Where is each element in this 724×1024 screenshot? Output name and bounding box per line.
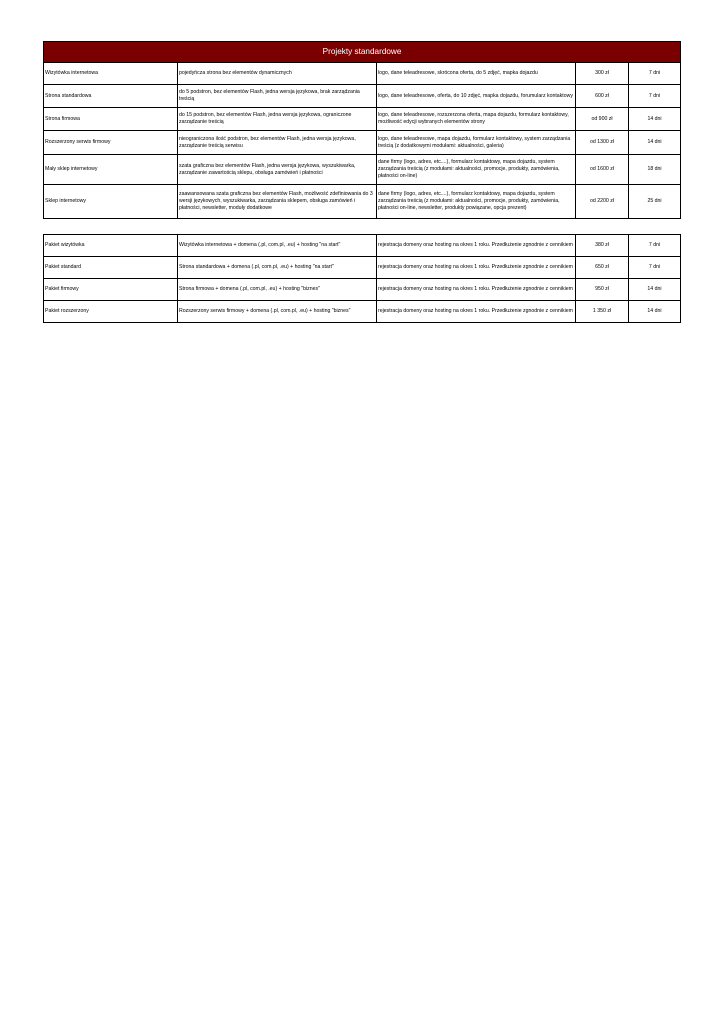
project-scope: zaawansowana szata graficzna bez elementów Flash, możliwość zdefiniowania do 3 wersji językowych, wyszukiwarka, zarządzania sklepem, obsługa zamówień i płatności, newsletter, moduły dodatkowe [178, 185, 377, 219]
project-name: Mały sklep internetowy [44, 155, 178, 185]
table-spacer [43, 219, 680, 234]
package-content: rejestracja domeny oraz hosting na okres 1 roku. Przedłużenie zgnodnie z cennikiem [377, 279, 576, 301]
package-price: 950 zł [576, 279, 629, 301]
table-row [44, 185, 681, 219]
project-price: od 1600 zł [576, 155, 629, 185]
package-price: 1 350 zł [576, 301, 629, 323]
price-list-sheet [43, 41, 680, 323]
table-row [44, 155, 681, 185]
package-scope: Strona standardowa + domena (.pl, com.pl, .eu) + hosting "na start" [178, 257, 377, 279]
project-content: logo, dane teleadresowe, oferta, do 10 zdjęć, mapka dojazdu, forumularz kontaktowy [377, 85, 576, 108]
package-time: 7 dni [629, 235, 681, 257]
package-scope: Rozszerzony serwis firmowy + domena (.pl, com.pl, .eu) + hosting "biznes" [178, 301, 377, 323]
package-time: 14 dni [629, 301, 681, 323]
project-content: dane firmy (logo, adres, etc....), formularz kontaktowy, mapa dojazdu, system zarządzania treścią (z modułami: aktualności, promocje, produkty, zamówienia, płatności on-line) [377, 155, 576, 185]
packages-table [43, 234, 681, 323]
project-name: Wizytówka internetowa [44, 63, 178, 85]
project-time: 18 dni [629, 155, 681, 185]
project-price: od 1300 zł [576, 131, 629, 155]
project-name: Sklep internetowy [44, 185, 178, 219]
package-content: rejestracja domeny oraz hosting na okres 1 roku. Przedłużenie zgnodnie z cennikiem [377, 301, 576, 323]
table-header-row [44, 42, 681, 63]
table-row [44, 301, 681, 323]
standard-projects-table [43, 41, 681, 219]
project-scope: szata graficzna bez elementów Flash, jedna wersja językowa, wyszukiwarka, zarządzanie zawartością sklepu, obsługa zamówień i płatności [178, 155, 377, 185]
project-name: Strona firmowa [44, 108, 178, 131]
table-row [44, 85, 681, 108]
project-time: 7 dni [629, 63, 681, 85]
package-name: Pakiet rozszerzony [44, 301, 178, 323]
table-row [44, 63, 681, 85]
project-name: Rozszerzony serwis firmowy [44, 131, 178, 155]
table-row [44, 279, 681, 301]
project-content: dane firmy (logo, adres, etc....), formularz kontaktowy, mapa dojazdu, system zarządzania treścią (z modułami: aktualności, promocje, produkty, zamówienia, płatności on-line, newsletter, produkty powiązane, opcja prezent) [377, 185, 576, 219]
table-row [44, 108, 681, 131]
package-name: Pakiet wizytówka [44, 235, 178, 257]
package-content: rejestracja domeny oraz hosting na okres 1 roku. Przedłużenie zgnodnie z cennikiem [377, 235, 576, 257]
project-time: 25 dni [629, 185, 681, 219]
project-price: od 900 zł [576, 108, 629, 131]
project-scope: do 5 podstron, bez elementów Flash, jedna wersja językowa, brak zarządzania treścią [178, 85, 377, 108]
package-time: 14 dni [629, 279, 681, 301]
project-content: logo, dane teleadresowe, skrócona oferta, do 5 zdjęć, mapka dojazdu [377, 63, 576, 85]
table-row [44, 131, 681, 155]
project-time: 7 dni [629, 85, 681, 108]
project-time: 14 dni [629, 108, 681, 131]
table-row [44, 235, 681, 257]
package-scope: Wizytówka internetowa + domena (.pl, com.pl, .eu) + hosting "na start" [178, 235, 377, 257]
table-title: Projekty standardowe [44, 42, 681, 63]
project-price: 300 zł [576, 63, 629, 85]
package-content: rejestracja domeny oraz hosting na okres 1 roku. Przedłużenie zgnodnie z cennikiem [377, 257, 576, 279]
project-scope: do 15 podstron, bez elementów Flash, jedna wersja językowa, ograniczone zarządzanie treścią [178, 108, 377, 131]
package-price: 650 zł [576, 257, 629, 279]
project-content: logo, dane teleadresowe, mapa dojazdu, formularz kontaktowy, system zarządzania treścią (z dodatkowymi modułami: aktualności, galeria) [377, 131, 576, 155]
project-name: Strona standardowa [44, 85, 178, 108]
package-name: Pakiet firmowy [44, 279, 178, 301]
project-scope: pojedyńcza strona bez elementów dynamicznych [178, 63, 377, 85]
project-scope: nieograniczona ilość podstron, bez elementów Flash, jedna wersja językowa, zarządzanie treścią serwisu [178, 131, 377, 155]
project-price: od 2200 zł [576, 185, 629, 219]
project-content: logo, dane teleadresowe, rozszerzona oferta, mapa dojazdu, formularz kontaktowy, możliwość edycji wybranych elementów strony [377, 108, 576, 131]
package-name: Pakiet standard [44, 257, 178, 279]
project-price: 600 zł [576, 85, 629, 108]
package-scope: Strona firmowa + domena (.pl, com.pl, .eu) + hosting "biznes" [178, 279, 377, 301]
project-time: 14 dni [629, 131, 681, 155]
package-time: 7 dni [629, 257, 681, 279]
package-price: 380 zł [576, 235, 629, 257]
table-row [44, 257, 681, 279]
